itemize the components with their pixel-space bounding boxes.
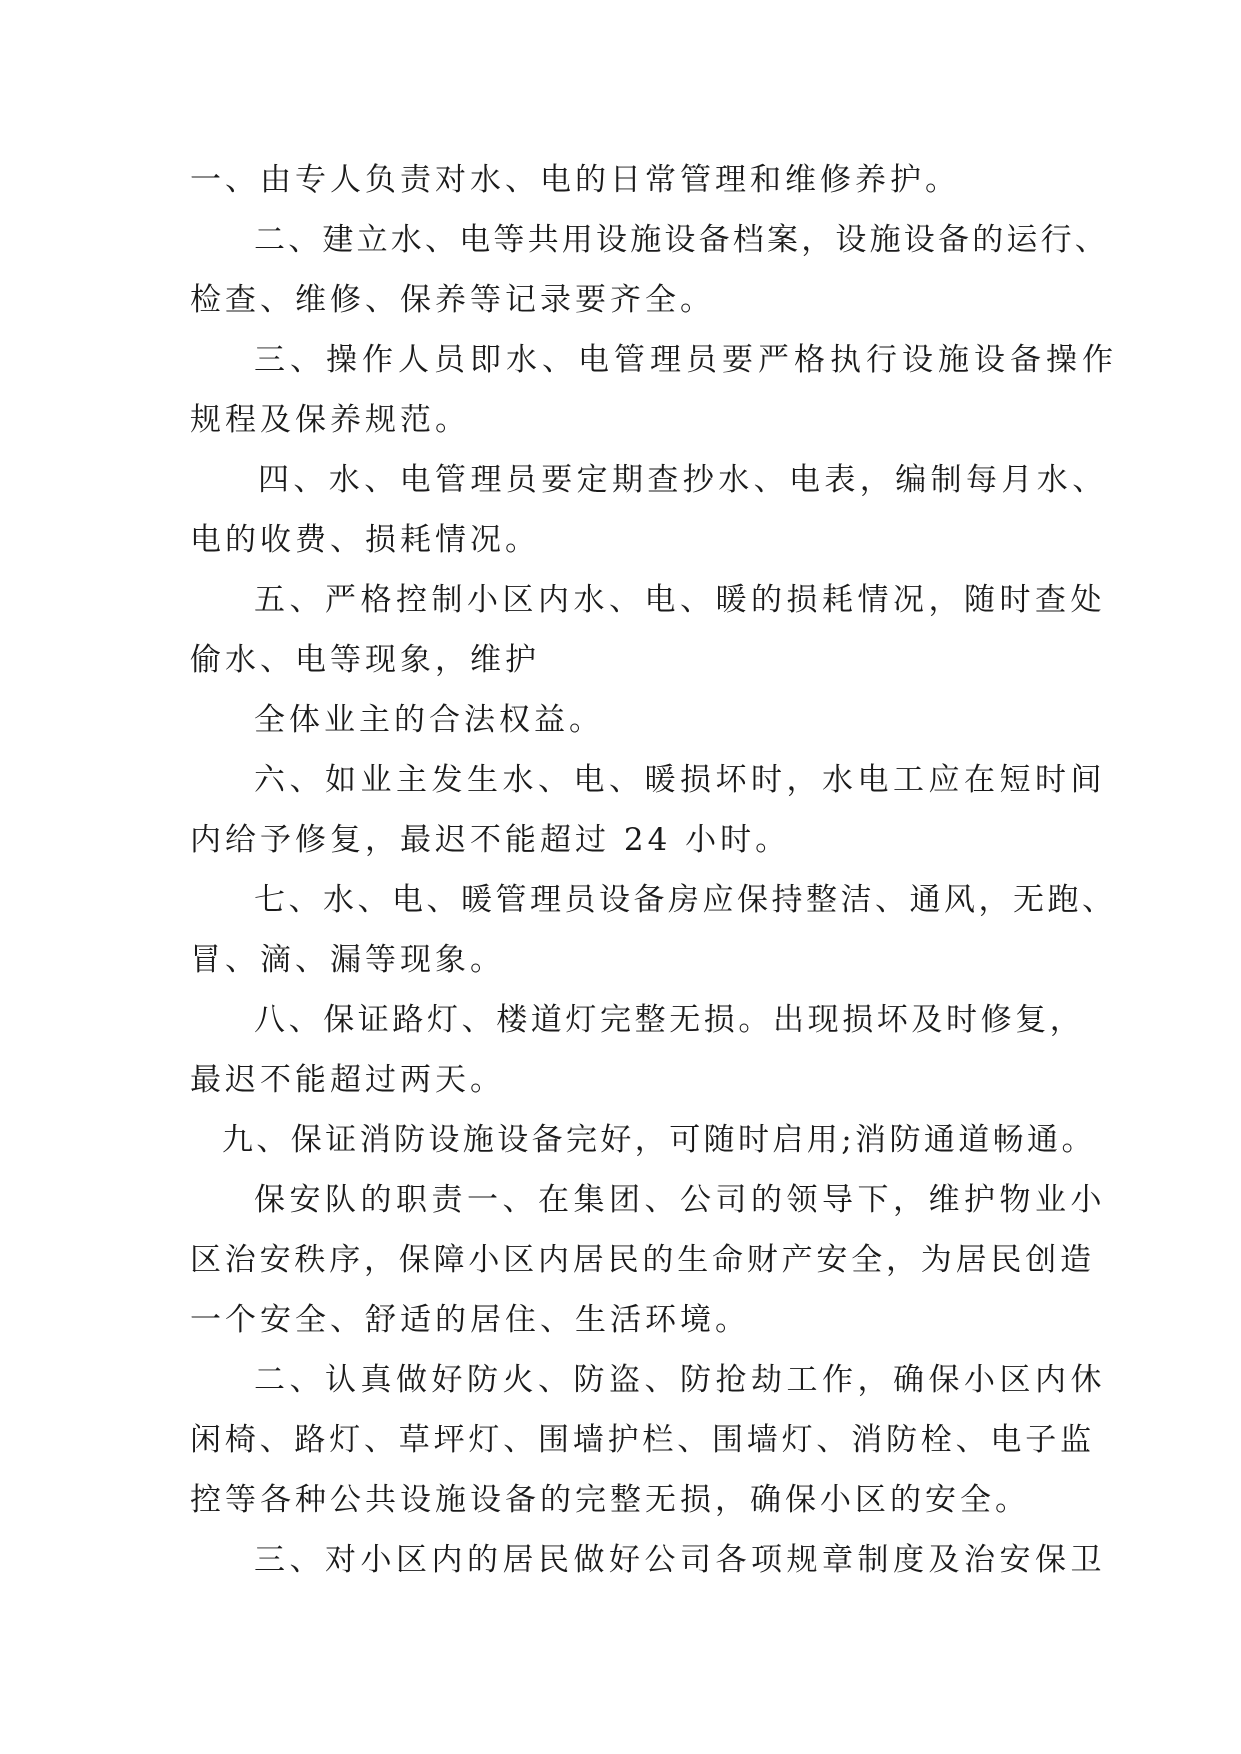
text-line: 一、由专人负责对水、电的日常管理和维修养护。 xyxy=(190,162,960,198)
text-line: 冒、滴、漏等现象。 xyxy=(190,942,505,978)
text-line: 规程及保养规范。 xyxy=(190,402,470,438)
text-line: 九、保证消防设施设备完好，可随时启用;消防通道畅通。 xyxy=(222,1122,1096,1158)
text-line: 区治安秩序，保障小区内居民的生命财产安全，为居民创造 xyxy=(190,1242,1095,1278)
text-line: 二、认真做好防火、防盗、防抢劫工作，确保小区内休 xyxy=(254,1362,1106,1398)
text-line: 八、保证路灯、楼道灯完整无损。出现损坏及时修复， xyxy=(254,1002,1085,1038)
text-line: 二、建立水、电等共用设施设备档案，设施设备的运行、 xyxy=(254,222,1109,258)
text-line: 七、水、电、暖管理员设备房应保持整洁、通风，无跑、 xyxy=(254,882,1117,918)
text-line: 最迟不能超过两天。 xyxy=(190,1062,505,1098)
text-line: 四、水、电管理员要定期查抄水、电表，编制每月水、 xyxy=(258,462,1108,498)
text-line: 偷水、电等现象，维护 xyxy=(190,642,540,678)
text-line: 五、严格控制小区内水、电、暖的损耗情况，随时查处 xyxy=(254,582,1106,618)
text-line: 一个安全、舒适的居住、生活环境。 xyxy=(190,1302,750,1338)
text-line: 检查、维修、保养等记录要齐全。 xyxy=(190,282,715,318)
text-line: 控等各种公共设施设备的完整无损，确保小区的安全。 xyxy=(190,1482,1030,1518)
text-line: 六、如业主发生水、电、暖损坏时，水电工应在短时间 xyxy=(254,762,1106,798)
text-line: 电的收费、损耗情况。 xyxy=(190,522,540,558)
text-line: 保安队的职责一、在集团、公司的领导下，维护物业小 xyxy=(254,1182,1106,1218)
text-line: 三、对小区内的居民做好公司各项规章制度及治安保卫 xyxy=(254,1542,1106,1578)
text-line: 三、操作人员即水、电管理员要严格执行设施设备操作 xyxy=(254,342,1118,378)
text-line: 全体业主的合法权益。 xyxy=(254,702,604,738)
text-line: 内给予修复，最迟不能超过 24 小时。 xyxy=(190,822,791,858)
text-line: 闲椅、路灯、草坪灯、围墙护栏、围墙灯、消防栓、电子监 xyxy=(190,1422,1095,1458)
